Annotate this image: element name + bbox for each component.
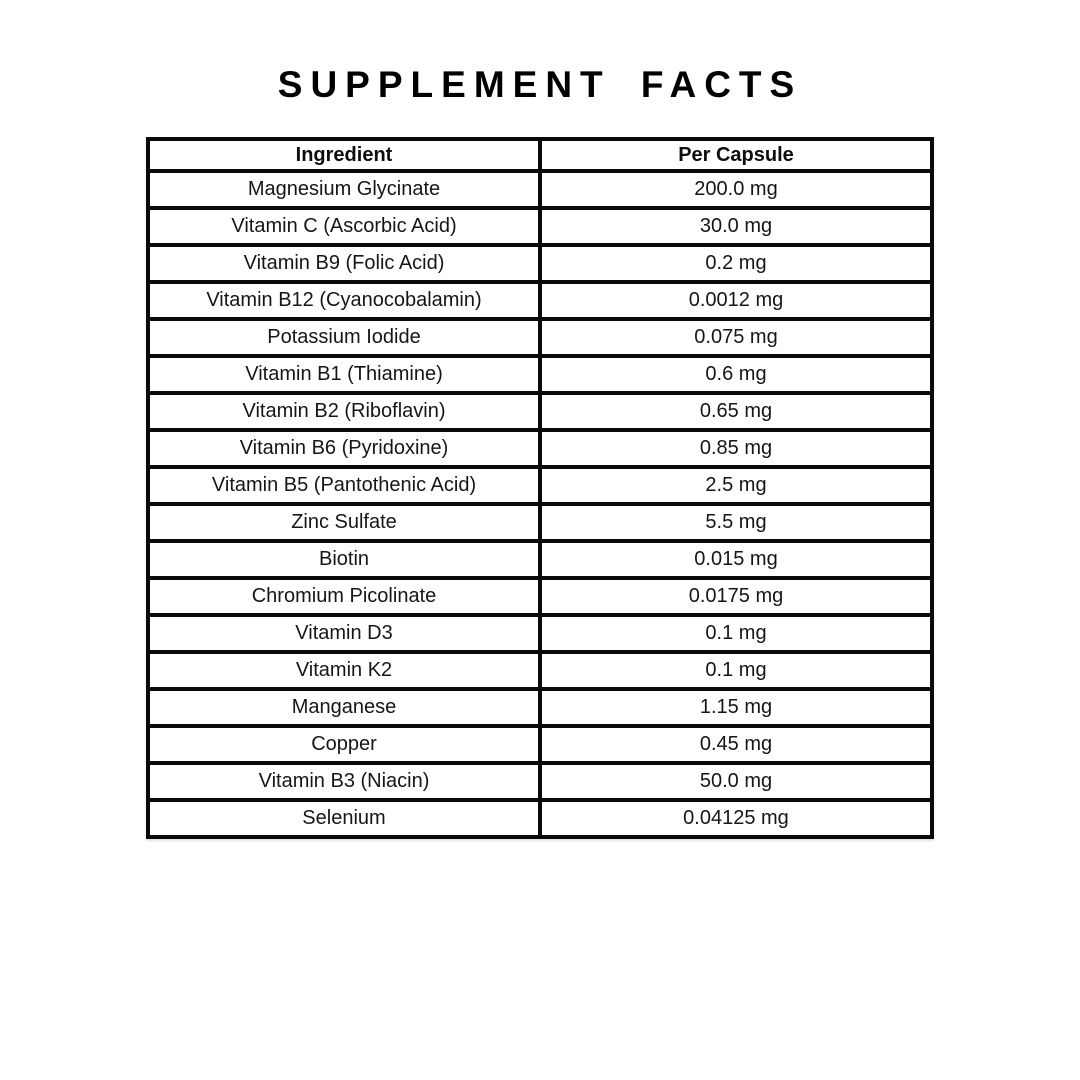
table-row bbox=[148, 393, 932, 430]
ingredient-cell: Zinc Sulfate bbox=[148, 504, 540, 541]
table-row bbox=[148, 800, 932, 837]
ingredient-cell: Biotin bbox=[148, 541, 540, 578]
ingredient-cell: Vitamin B3 (Niacin) bbox=[148, 763, 540, 800]
table-row bbox=[148, 430, 932, 467]
table-row bbox=[148, 578, 932, 615]
table-row bbox=[148, 208, 932, 245]
amount-cell: 0.85 mg bbox=[540, 430, 932, 467]
ingredient-cell: Vitamin K2 bbox=[148, 652, 540, 689]
ingredient-cell: Vitamin B6 (Pyridoxine) bbox=[148, 430, 540, 467]
ingredient-cell: Selenium bbox=[148, 800, 540, 837]
amount-cell: 0.1 mg bbox=[540, 615, 932, 652]
table-row bbox=[148, 726, 932, 763]
ingredient-cell: Vitamin B5 (Pantothenic Acid) bbox=[148, 467, 540, 504]
amount-cell: 0.6 mg bbox=[540, 356, 932, 393]
amount-cell: 0.45 mg bbox=[540, 726, 932, 763]
table-row bbox=[148, 615, 932, 652]
table-row bbox=[148, 504, 932, 541]
table-row bbox=[148, 689, 932, 726]
amount-cell: 0.1 mg bbox=[540, 652, 932, 689]
amount-cell: 0.075 mg bbox=[540, 319, 932, 356]
amount-cell: 0.0012 mg bbox=[540, 282, 932, 319]
table-row bbox=[148, 282, 932, 319]
ingredient-cell: Vitamin B12 (Cyanocobalamin) bbox=[148, 282, 540, 319]
ingredient-cell: Vitamin B2 (Riboflavin) bbox=[148, 393, 540, 430]
table-row bbox=[148, 356, 932, 393]
page-title: SUPPLEMENT FACTS bbox=[277, 64, 803, 105]
ingredient-cell: Chromium Picolinate bbox=[148, 578, 540, 615]
table-header-row bbox=[148, 139, 932, 171]
ingredient-cell: Vitamin B1 (Thiamine) bbox=[148, 356, 540, 393]
amount-cell: 2.5 mg bbox=[540, 467, 932, 504]
table-row bbox=[148, 541, 932, 578]
amount-cell: 0.65 mg bbox=[540, 393, 932, 430]
amount-cell: 30.0 mg bbox=[540, 208, 932, 245]
column-header-per-capsule: Per Capsule bbox=[540, 139, 932, 171]
table-row bbox=[148, 245, 932, 282]
table-row bbox=[148, 467, 932, 504]
ingredient-cell: Magnesium Glycinate bbox=[148, 171, 540, 208]
supplement-facts-table bbox=[146, 137, 934, 839]
column-header-ingredient: Ingredient bbox=[148, 139, 540, 171]
ingredient-cell: Vitamin C (Ascorbic Acid) bbox=[148, 208, 540, 245]
amount-cell: 50.0 mg bbox=[540, 763, 932, 800]
ingredient-cell: Vitamin D3 bbox=[148, 615, 540, 652]
amount-cell: 0.0175 mg bbox=[540, 578, 932, 615]
ingredient-cell: Copper bbox=[148, 726, 540, 763]
amount-cell: 1.15 mg bbox=[540, 689, 932, 726]
table-row bbox=[148, 652, 932, 689]
table-body bbox=[148, 171, 932, 837]
ingredient-cell: Vitamin B9 (Folic Acid) bbox=[148, 245, 540, 282]
table-row bbox=[148, 763, 932, 800]
table-row bbox=[148, 171, 932, 208]
table-row bbox=[148, 319, 932, 356]
ingredient-cell: Manganese bbox=[148, 689, 540, 726]
amount-cell: 0.015 mg bbox=[540, 541, 932, 578]
amount-cell: 0.04125 mg bbox=[540, 800, 932, 837]
amount-cell: 5.5 mg bbox=[540, 504, 932, 541]
amount-cell: 0.2 mg bbox=[540, 245, 932, 282]
amount-cell: 200.0 mg bbox=[540, 171, 932, 208]
ingredient-cell: Potassium Iodide bbox=[148, 319, 540, 356]
